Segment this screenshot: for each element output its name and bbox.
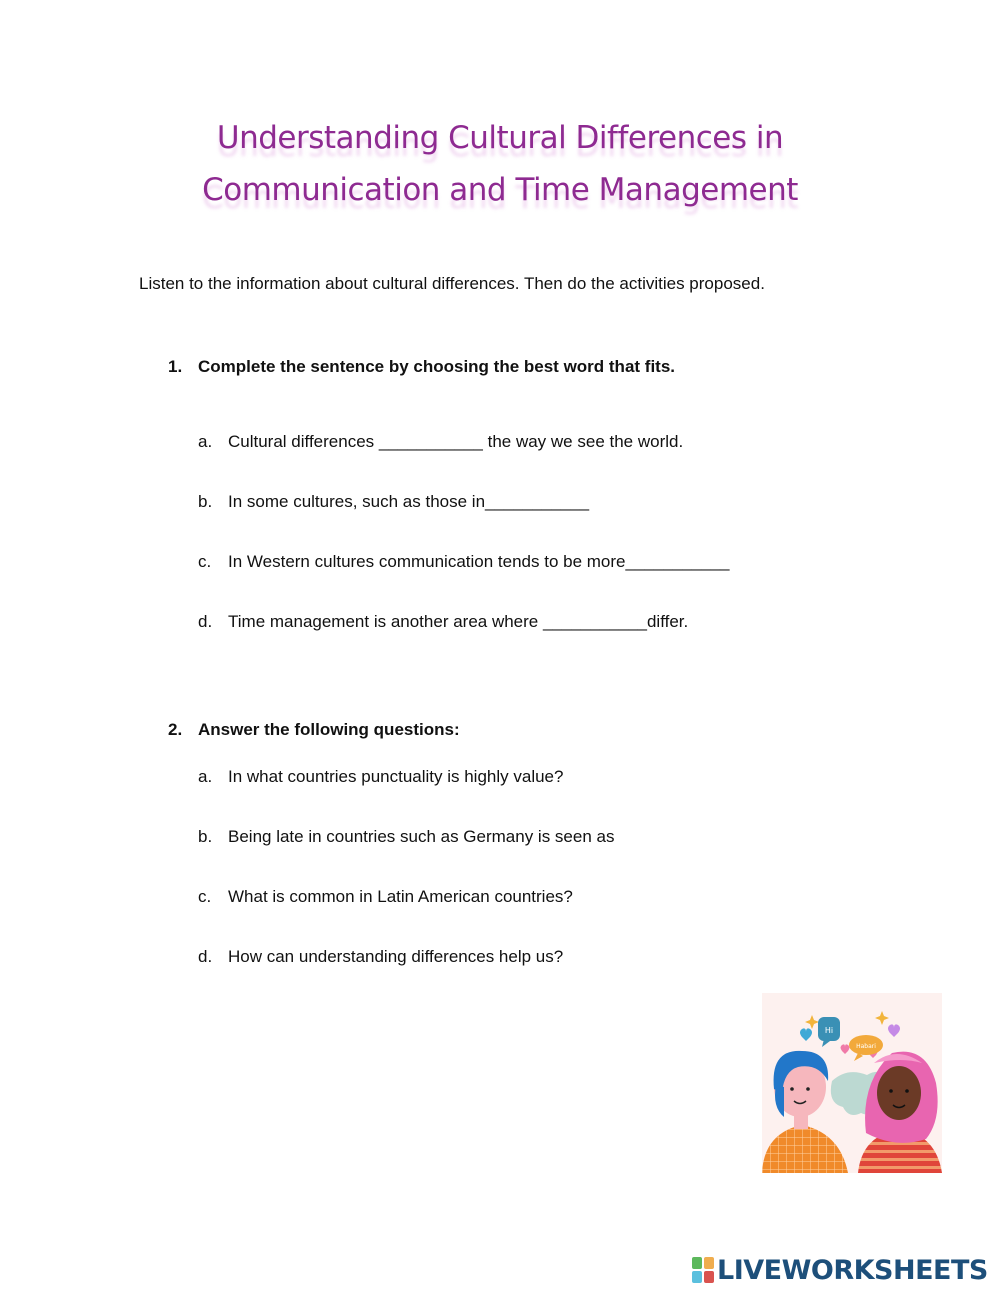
section-2-item-d xyxy=(198,947,563,967)
section-2-heading xyxy=(168,720,460,740)
section-1-number: 1. xyxy=(168,357,183,376)
section-2-heading-text: Answer the following questions: xyxy=(198,720,460,739)
svg-text:Habari: Habari xyxy=(856,1043,876,1050)
svg-text:Hi: Hi xyxy=(824,1026,834,1035)
worksheet-title xyxy=(0,112,1000,216)
intro-instructions: Listen to the information about cultural differences. Then do the activities proposed. xyxy=(139,274,765,293)
section-1-item-a xyxy=(198,432,683,452)
section-2-item-c xyxy=(198,887,573,907)
item-text: Time management is another area where ___________differ. xyxy=(228,612,689,631)
item-text: Cultural differences ___________ the way we see the world. xyxy=(228,432,684,451)
item-letter: b. xyxy=(198,492,213,511)
item-letter: c. xyxy=(198,887,212,906)
item-letter: d. xyxy=(198,612,213,631)
section-2-item-a xyxy=(198,767,563,787)
liveworksheets-wordmark: LIVEWORKSHEETS xyxy=(717,1254,988,1286)
section-1-heading-text: Complete the sentence by choosing the best word that fits. xyxy=(198,357,676,376)
section-1-item-d xyxy=(198,612,688,632)
item-text: In Western cultures communication tends to be more___________ xyxy=(228,552,730,571)
item-letter: c. xyxy=(198,552,212,571)
item-letter: d. xyxy=(198,947,213,966)
section-1-item-b xyxy=(198,492,589,512)
section-1-item-c xyxy=(198,552,729,572)
section-2-number: 2. xyxy=(168,720,183,739)
item-text: What is common in Latin American countries? xyxy=(228,887,573,906)
two-people-greeting-illustration xyxy=(762,993,942,1173)
section-1-heading xyxy=(168,357,675,377)
section-2-item-b xyxy=(198,827,614,847)
item-text: In some cultures, such as those in___________ xyxy=(228,492,590,511)
item-text: In what countries punctuality is highly value? xyxy=(228,767,564,786)
item-letter: a. xyxy=(198,432,213,451)
item-letter: b. xyxy=(198,827,213,846)
liveworksheets-brand xyxy=(692,1255,988,1285)
item-letter: a. xyxy=(198,767,213,786)
title-line-2: Communication and Time Management xyxy=(202,172,798,208)
liveworksheets-logo-icon xyxy=(692,1257,714,1283)
item-text: Being late in countries such as Germany is seen as xyxy=(228,827,615,846)
item-text: How can understanding differences help us? xyxy=(228,947,564,966)
title-line-1: Understanding Cultural Differences in xyxy=(216,120,784,156)
